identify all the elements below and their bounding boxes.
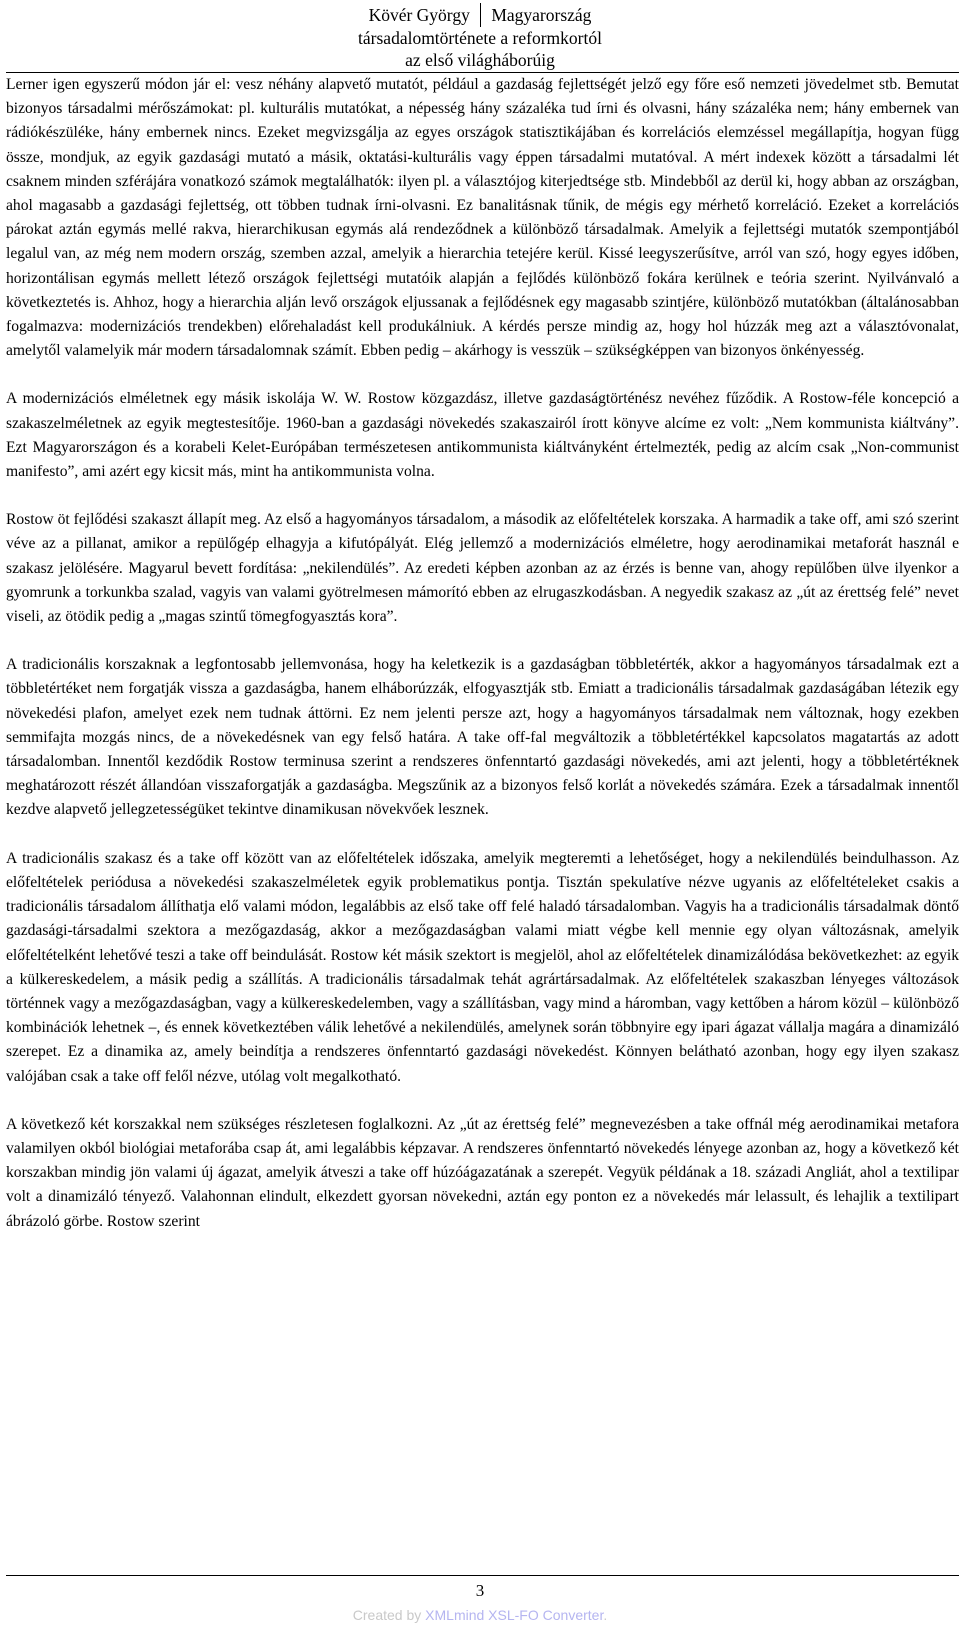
paragraph-4: A tradicionális korszaknak a legfontosabb jellemvonása, hogy ha keletkezik is a gazdaságban többletérték, akkor a hagyományos társadalmak ezt a többletértéket nem forgatják vissza a gazdaságba, hanem elháborúzzák, elfogyasztják stb. Emiatt a tradicionális társadalmak gazdaságában létezik egy növekedési plafon, amelyet ezek nem tudnak áttörni. Ez nem jelenti persze azt, hogy a hagyományos társadalmak nem változnak, hogy ezekben semmifajta mozgás nincs, de a növekedésnek van egy felső határa. A take off-fal megváltozik a többletértékkel kapcsolatos magatartás az adott társadalomban. Innentől kezdődik Rostow terminusa szerint a rendszeres önfenntartó gazdasági növekedés, ami azt jelenti, hogy a többletértéknek meghatározott részét állandóan visszaforgatják a gazdaságba. Megszűnik az a bizonyos felső korlát a növekedés számára. Ezek a társadalmak innentől kezdve alapvető jellegzetességüket tekintve dinamikusan növekvőek lesznek. bbox=[6, 656, 959, 819]
paragraph-2: A modernizációs elméletnek egy másik iskolája W. W. Rostow közgazdász, illetve gazdaságtörténész nevéhez fűződik. A Rostow-féle koncepció a szakaszelméletnek az egyik megtestesítője. 1960-ban a gazdasági növekedés szakaszairól írott könyve alcíme ez volt: „Nem kommunista kiáltvány”. Ezt Magyarországon és a korabeli Kelet-Európában természetesen antikommunista kiáltványként értelmezték, pedig az alcím csak „Non-communist manifesto”, ami azért egy kicsit más, mint ha antikommunista volna. bbox=[6, 390, 959, 481]
watermark-brand: XMLmind XSL-FO Converter bbox=[425, 1607, 604, 1623]
header-title-line2: társadalomtörténete a reformkortól bbox=[358, 28, 602, 48]
watermark-prefix: Created by bbox=[352, 1607, 426, 1623]
header-title-line3: az első világháborúig bbox=[405, 50, 555, 70]
running-header bbox=[0, 3, 960, 71]
header-author: Kövér György bbox=[368, 5, 470, 25]
header-title-line1: Magyarország bbox=[491, 5, 592, 25]
watermark-suffix: . bbox=[603, 1607, 608, 1623]
paragraph-6: A következő két korszakkal nem szükséges részletesen foglalkozni. Az „út az érettség felé” megnevezésben a take offnál még aerodinamikai metafora valamilyen okból biológiai metaforába csap át, ami legalábbis képzavar. A rendszeres önfenntartó növekedés lényege azonban az, hogy a következő két korszakban mindig jön valami új ágazat, amelyik átveszi a take off húzóágazatának a szerepét. Vegyük példának a 18. századi Angliát, ahol a textilipar volt a dinamizáló tényező. Valahonnan elindult, elkezdett gyorsan növekedni, aztán egy ponton ez a növekedés már lelassult, és lehajlik a textilipart ábrázoló görbe. Rostow szerint bbox=[6, 1115, 959, 1230]
header-first-line bbox=[369, 3, 592, 27]
paragraph-5: A tradicionális szakasz és a take off között van az előfeltételek időszaka, amelyik megteremti a lehetőséget, hogy a nekilendülés beindulhasson. Az előfeltételek periódusa a növekedési szakaszelméletek egyik problematikus pontja. Tisztán spekulatíve nézve ugyanis az előfeltételeket csakis a tradicionális társadalom állíthatja elő valami módon, legalábbis az első take off felé haladó társadalomban. Vagyis ha a tradicionális társadalmak döntő gazdasági-társadalmi szektora a mezőgazdaság, akkor a mezőgazdaságban valami miatt végbe kell mennie egy olyan változásnak, amelyik előfeltételként lehetővé teszi a take off beindulását. Rostow két másik szektort is megjelöl, ahol az előfeltételek dinamizálódása bekövetkezhet: az egyik a külkereskedelem, a másik pedig a szállítás. A tradicionális társadalmak tehát agrártársadalmak. Az előfeltételek szakaszban lényeges változások történnek vagy a mezőgazdaságban, vagy a külkereskedelemben, vagy a szállításban, vagy mind a háromban, vagy kettőben a három közül – különböző kombinációk lehetnek –, és ennek következtében válik lehetővé a nekilendülés, amelynek során többnyire egy ipari ágazat vállalja magára a dinamizáló szerepet. Ez a dinamika az, amely beindítja a rendszeres önfenntartó gazdasági növekedést. Könnyen belátható azonban, hogy egy ilyen szakasz valójában csak a take off felől nézve, utólag volt megalkotható. bbox=[6, 849, 959, 1085]
paragraph-3: Rostow öt fejlődési szakaszt állapít meg. Az első a hagyományos társadalom, a második az előfeltételek korszaka. A harmadik a take off, ami szó szerint véve az a pillanat, amikor a repülőgép elhagyja a kifutópályát. Elég jellemző a modernizációs elméletre, hogy aerodinamikai metaforát használ e szakasz jelölésére. Magyarul bevett fordítása: „nekilendülés”. Az eredeti képben azonban az az érzés is benne van, ahogy repülőben ülve ilyenkor a gyomrunk a torkunkba szalad, vagyis van valami gyötrelmesen mámorító ebben az elrugaszkodásban. A negyedik szakasz az „út az érettség felé” nevet viseli, az ötödik pedig a „magas szintű tömegfogyasztás kora”. bbox=[6, 511, 959, 626]
header-separator bbox=[480, 3, 482, 27]
page-number: 3 bbox=[475, 1581, 485, 1600]
converter-watermark bbox=[0, 1606, 960, 1624]
paragraph-1: Lerner igen egyszerű módon jár el: vesz néhány alapvető mutatót, például a gazdaság fejlettségét jelző egy főre eső nemzeti jövedelmet stb. Bemutat bizonyos társadalmi mérőszámokat: pl. kulturális mutatókat, a népesség hány százaléka tud írni és olvasni, hány százaléka nem; hány embernek van rádiókészüléke, hány embernek nincs. Ezeket megvizsgálja az egyes országok statisztikájában és korrelációs elemzéssel megállapítja, hogyan függ össze, mondjuk, az egyik gazdasági mutató a másik, oktatási-kulturális vagy éppen társadalmi mutatóval. A mért indexek között a társadalmi lét csaknem minden szférájára vonatkozó számok megtalálhatók: ilyen pl. a választójog kiterjedtsége stb. Mindebből az derül ki, hogy abban az országban, ahol magasabb a gazdasági fejlettség, ott többen tudnak írni-olvasni. Ez banalitásnak tűnik, de mégis egy mérhető korreláció. Ezeket a korrelációs párokat aztán egymás mellé rakva, hierarchikusan egymás alá rendeződnek a különböző társadalmak. Amelyik a fejlettségi mutatók szempontjából legalul van, az még nem modern ország, szemben azzal, amelyik a hierarchia tetejére kerül. Kissé leegyszerűsítve, arról van szó, hogy egyes időben, horizontálisan egymás mellett létező országok fejlettségi mutatóik alapján a fejlődés különböző fokára kerülnek e teória szerint. Nyilvánvaló a következtetés is. Ahhoz, hogy a hierarchia alján levő országok eljussanak a fejlődésnek egy magasabb szintjére, különböző mutatókban (általánosabban fogalmazva: modernizációs trendekben) előrehaladást kell produkálniuk. A kérdés persze mindig az, hogy hol húzzák meg azt a választóvonalat, amelytől valamelyik már modern társadalomnak számít. Ebben pedig – akárhogy is vesszük – szükségképpen van bizonyos önkényesség. bbox=[6, 76, 959, 360]
footer-rule bbox=[6, 1575, 959, 1576]
document-body bbox=[6, 73, 959, 1234]
